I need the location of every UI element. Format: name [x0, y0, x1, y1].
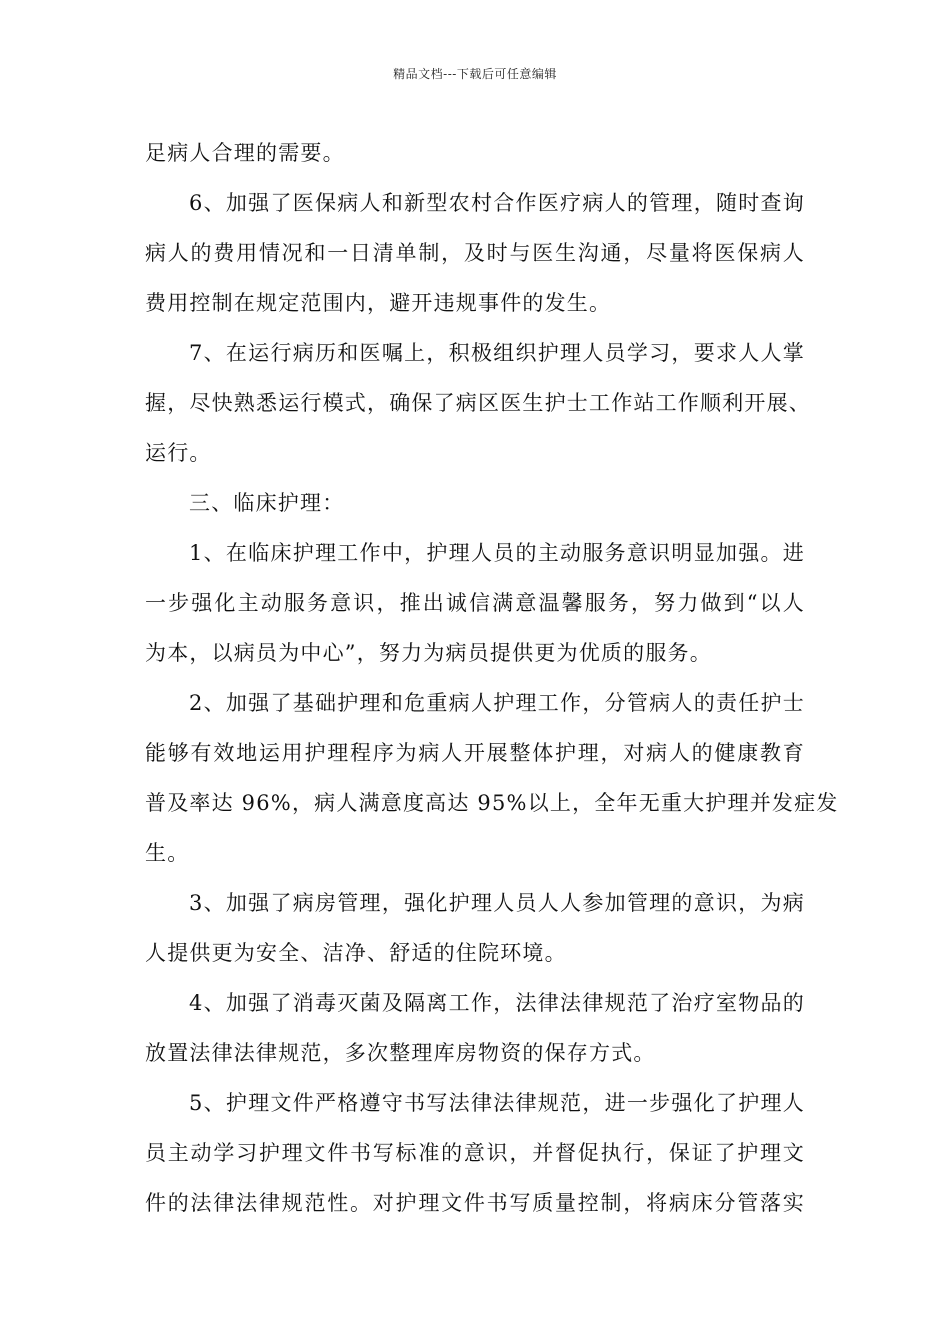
- text-line: 费用控制在规定范围内，避开违规事件的发生。: [145, 291, 612, 315]
- text-line: 件的法律法律规范性。对护理文件书写质量控制，将病床分管落实: [145, 1191, 805, 1215]
- paragraph-start-line: 2、加强了基础护理和危重病人护理工作，分管病人的责任护士: [189, 691, 805, 715]
- paragraph-start-line: 1、在临床护理工作中，护理人员的主动服务意识明显加强。进: [189, 541, 805, 565]
- text-line: 为本，以病员为中心”，努力为病员提供更为优质的服务。: [145, 641, 712, 665]
- section-heading: 三、临床护理：: [189, 491, 345, 515]
- paragraph-start-line: 5、护理文件严格遵守书写法律法律规范，进一步强化了护理人: [189, 1091, 805, 1115]
- page-header: 精品文档---下载后可任意编辑: [393, 67, 557, 81]
- text-line: 足病人合理的需要。: [145, 141, 345, 165]
- paragraph-start-line: 7、在运行病历和医嘱上，积极组织护理人员学习，要求人人掌: [189, 341, 805, 365]
- text-line: 员主动学习护理文件书写标准的意识，并督促执行，保证了护理文: [145, 1141, 805, 1165]
- text-line: 能够有效地运用护理程序为病人开展整体护理，对病人的健康教育: [145, 741, 805, 765]
- document-body: [145, 128, 839, 1228]
- paragraph-start-line: 4、加强了消毒灭菌及隔离工作，法律法律规范了治疗室物品的: [189, 991, 805, 1015]
- text-line: 放置法律法律规范，多次整理库房物资的保存方式。: [145, 1041, 656, 1065]
- text-line: 生。: [145, 841, 190, 865]
- text-line: 病人的费用情况和一日清单制，及时与医生沟通，尽量将医保病人: [145, 241, 805, 265]
- paragraph-start-line: 3、加强了病房管理，强化护理人员人人参加管理的意识，为病: [189, 891, 805, 915]
- text-line: 握，尽快熟悉运行模式，确保了病区医生护士工作站工作顺利开展、: [145, 391, 811, 415]
- text-line: 人提供更为安全、洁净、舒适的住院环境。: [145, 941, 567, 965]
- paragraph-start-line: 6、加强了医保病人和新型农村合作医疗病人的管理，随时查询: [189, 191, 805, 215]
- text-line: 一步强化主动服务意识，推出诚信满意温馨服务，努力做到“以人: [145, 591, 805, 615]
- text-line: 普及率达 96%，病人满意度高达 95%以上，全年无重大护理并发症发: [145, 791, 839, 815]
- text-line: 运行。: [145, 441, 212, 465]
